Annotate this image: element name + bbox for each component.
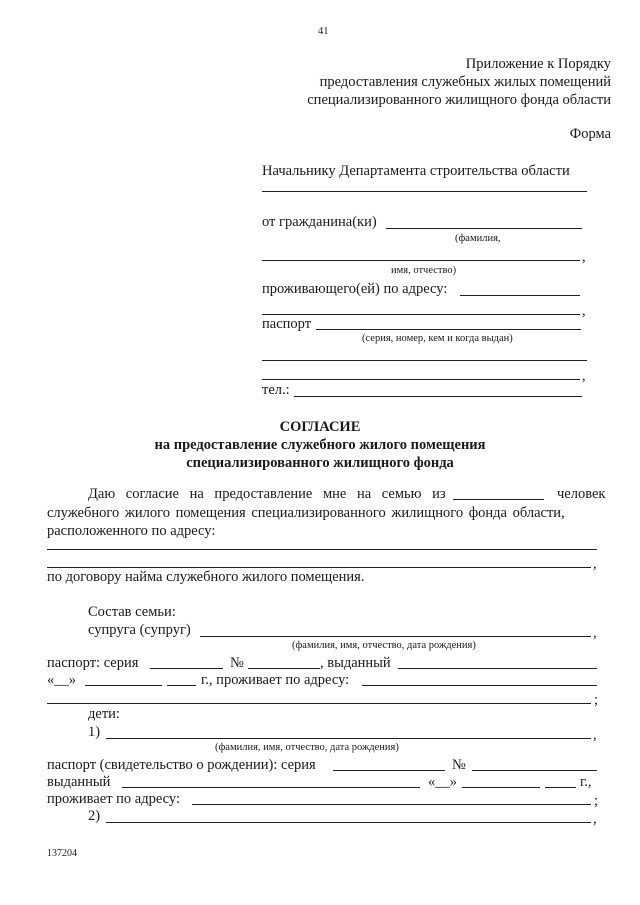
page-number: 41 bbox=[318, 26, 329, 37]
phone-label: тел.: bbox=[262, 382, 290, 398]
comma: , bbox=[582, 303, 586, 319]
spouse-label: супруга (супруг) bbox=[88, 622, 191, 638]
passport-field-2[interactable] bbox=[262, 360, 587, 361]
surname-hint: (фамилия, bbox=[455, 233, 501, 244]
child-passport-number-field[interactable] bbox=[472, 770, 597, 771]
child-year-field[interactable] bbox=[545, 787, 576, 788]
appendix-line-1: Приложение к Порядку bbox=[465, 56, 611, 72]
spouse-passport-series-label: паспорт: серия bbox=[47, 655, 139, 671]
comma: , bbox=[582, 249, 586, 265]
spouse-date-field[interactable] bbox=[85, 685, 162, 686]
child-passport-series-field[interactable] bbox=[333, 770, 445, 771]
semicolon: ; bbox=[594, 793, 599, 809]
child-issued-label: выданный bbox=[47, 774, 111, 790]
consent-text-line-3: расположенного по адресу: bbox=[47, 523, 216, 539]
footer-code: 137204 bbox=[47, 848, 77, 859]
premises-address-field-2[interactable] bbox=[47, 567, 591, 568]
spouse-issued-by-field[interactable] bbox=[398, 668, 597, 669]
date-open: «__» bbox=[47, 672, 76, 688]
appendix-line-2: предоставления служебных жилых помещений bbox=[319, 74, 611, 90]
child-2-field[interactable] bbox=[106, 822, 591, 823]
child-hint: (фамилия, имя, отчество, дата рождения) bbox=[215, 742, 399, 753]
document-subtitle-1: на предоставление служебного жилого помещения bbox=[154, 437, 486, 453]
addressee-blank-line bbox=[262, 191, 587, 192]
passport-field[interactable] bbox=[316, 329, 581, 330]
address-label: проживающего(ей) по адресу: bbox=[262, 281, 448, 297]
from-citizen-field[interactable] bbox=[386, 228, 582, 229]
addressee-to: Начальнику Департамента строительства области bbox=[262, 163, 570, 179]
passport-field-3[interactable] bbox=[262, 379, 580, 380]
child-1-field[interactable] bbox=[106, 738, 591, 739]
name-hint: имя, отчество) bbox=[391, 265, 457, 276]
semicolon: ; bbox=[594, 692, 599, 708]
form-label: Форма bbox=[569, 126, 611, 142]
year-lives-label: г., проживает по адресу: bbox=[201, 672, 350, 688]
child-passport-label: паспорт (свидетельство о рождении): серия bbox=[47, 757, 316, 773]
child-lives-label: проживает по адресу: bbox=[47, 791, 180, 807]
name-field[interactable] bbox=[262, 260, 580, 261]
document-subtitle-2: специализированного жилищного фонда bbox=[186, 455, 454, 471]
phone-field[interactable] bbox=[294, 396, 582, 397]
child-date-field[interactable] bbox=[462, 787, 540, 788]
comma: , bbox=[593, 811, 597, 827]
child-issued-by-field[interactable] bbox=[122, 787, 420, 788]
number-sign: № bbox=[230, 655, 244, 671]
date-open: «__» bbox=[428, 774, 457, 790]
family-size-field[interactable] bbox=[453, 499, 544, 500]
comma: , bbox=[593, 556, 597, 572]
children-label: дети: bbox=[88, 706, 120, 722]
comma: , bbox=[593, 727, 597, 743]
child-address-field[interactable] bbox=[192, 804, 591, 805]
year-suffix: г., bbox=[580, 774, 592, 790]
child-1-label: 1) bbox=[88, 724, 101, 740]
number-sign: № bbox=[452, 757, 466, 773]
spouse-year-field[interactable] bbox=[167, 685, 196, 686]
spouse-address-field-2[interactable] bbox=[47, 703, 591, 704]
contract-text: по договору найма служебного жилого помещения. bbox=[47, 569, 365, 585]
spouse-passport-number-field[interactable] bbox=[248, 668, 320, 669]
spouse-address-field[interactable] bbox=[362, 685, 597, 686]
passport-hint: (серия, номер, кем и когда выдан) bbox=[362, 333, 513, 344]
comma: , bbox=[593, 625, 597, 641]
child-2-label: 2) bbox=[88, 808, 101, 824]
issued-by-label: , выданный bbox=[320, 655, 391, 671]
address-field[interactable] bbox=[460, 295, 580, 296]
consent-text-line-2: служебного жилого помещения специализированного жилищного фонда области, bbox=[47, 505, 565, 521]
family-label: Состав семьи: bbox=[88, 604, 176, 620]
address-field-2[interactable] bbox=[262, 314, 580, 315]
premises-address-field[interactable] bbox=[47, 549, 597, 550]
document-title: СОГЛАСИЕ bbox=[279, 419, 361, 435]
consent-text-start: Даю согласие на предоставление мне на семью из bbox=[88, 486, 446, 502]
spouse-passport-series-field[interactable] bbox=[150, 668, 223, 669]
from-citizen-label: от гражданина(ки) bbox=[262, 214, 377, 230]
persons-label: человек bbox=[557, 486, 606, 502]
spouse-field[interactable] bbox=[200, 636, 591, 637]
spouse-hint: (фамилия, имя, отчество, дата рождения) bbox=[292, 640, 476, 651]
appendix-line-3: специализированного жилищного фонда области bbox=[307, 92, 611, 108]
passport-label: паспорт bbox=[262, 316, 312, 332]
comma: , bbox=[582, 368, 586, 384]
